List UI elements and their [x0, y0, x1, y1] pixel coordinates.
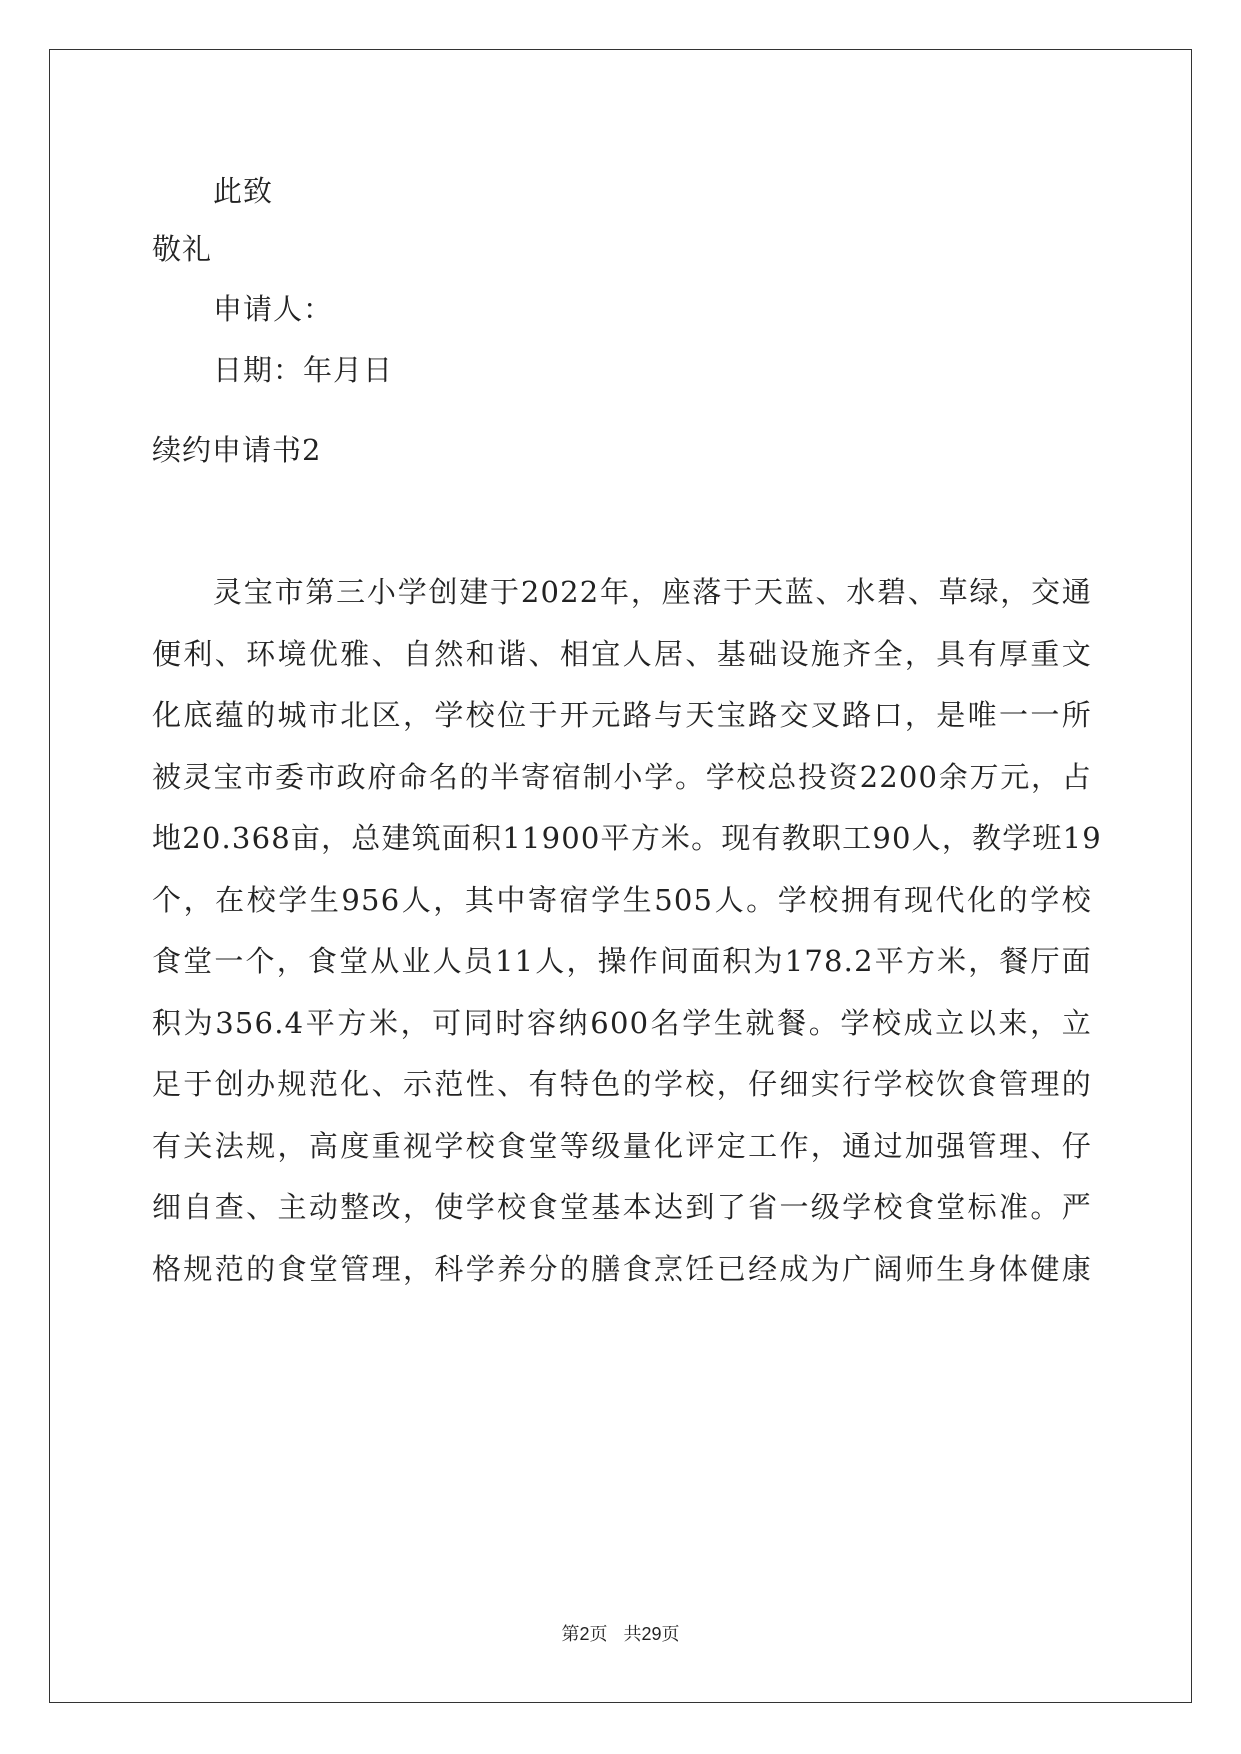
- paragraph-line: 个，在校学生956人，其中寄宿学生505人。学校拥有现代化的学校: [152, 882, 1092, 917]
- page-current: 2: [579, 1624, 590, 1644]
- paragraph-line: 被灵宝市委市政府命名的半寄宿制小学。学校总投资2200余万元，占: [152, 759, 1092, 794]
- paragraph-line: 格规范的食堂管理，科学养分的膳食烹饪已经成为广阔师生身体健康: [152, 1251, 1092, 1286]
- total-suffix: 页: [661, 1624, 680, 1645]
- page-footer: [0, 1622, 1241, 1647]
- paragraph-line: 灵宝市第三小学创建于2022年，座落于天蓝、水碧、草绿，交通: [213, 575, 1092, 609]
- paragraph-line: 细自查、主动整改，使学校食堂基本达到了省一级学校食堂标准。严: [152, 1190, 1092, 1224]
- body-paragraph: [152, 572, 1102, 1310]
- total-prefix: 共: [623, 1624, 642, 1645]
- closing-salutation: 此致: [213, 174, 274, 208]
- paragraph-line: 足于创办规范化、示范性、有特色的学校，仔细实行学校饮食管理的: [152, 1067, 1092, 1101]
- date-label: 日期：年月日: [213, 353, 394, 387]
- paragraph-line: 积为356.4平方米，可同时容纳600名学生就餐。学校成立以来，立: [152, 1005, 1092, 1040]
- section-title: 续约申请书2: [152, 433, 322, 467]
- paragraph-line: 有关法规，高度重视学校食堂等级量化评定工作，通过加强管理、仔: [152, 1128, 1092, 1163]
- paragraph-line: 便利、环境优雅、自然和谐、相宜人居、基础设施齐全，具有厚重文: [152, 636, 1092, 671]
- paragraph-line: 化底蕴的城市北区，学校位于开元路与天宝路交叉路口，是唯一一所: [152, 698, 1092, 732]
- applicant-label: 申请人：: [213, 292, 334, 326]
- page-prefix: 第: [561, 1624, 580, 1645]
- paragraph-line: 地20.368亩，总建筑面积11900平方米。现有教职工90人，教学班19: [152, 821, 1102, 855]
- closing-regards: 敬礼: [152, 232, 213, 266]
- page-suffix: 页: [589, 1624, 608, 1645]
- page-total: 29: [641, 1624, 662, 1644]
- paragraph-line: 食堂一个，食堂从业人员11人，操作间面积为178.2平方米，餐厅面: [152, 944, 1092, 978]
